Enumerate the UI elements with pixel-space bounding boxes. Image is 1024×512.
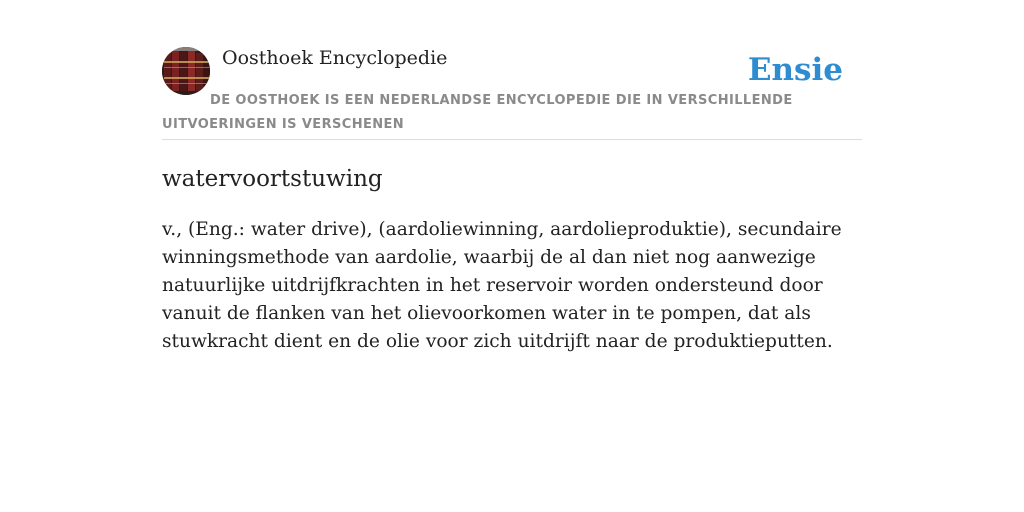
site-tagline: DE OOSTHOEK IS EEN NEDERLANDSE ENCYCLOPEDIE DIE IN VERSCHILLENDE UITVOERINGEN IS VERSCHENEN (162, 93, 793, 132)
entry-body: v., (Eng.: water drive), (aardoliewinning, aardolieproduktie), secundaire winningsmethode van aardolie, waarbij de al dan niet nog aanwezige natuurlijke uitdrijfkrachten in het reservoir worden ondersteund door vanuit de flanken van het olievoorkomen water in te pompen, dat als stuwkracht dient en de olie voor zich uitdrijft naar de produktieputten. (162, 219, 842, 352)
site-header (162, 45, 862, 140)
encyclopedia-books-icon[interactable] (162, 47, 210, 95)
page-container (162, 45, 862, 352)
site-title-link[interactable]: Oosthoek Encyclopedie (222, 47, 448, 69)
brand-logo-link[interactable]: Ensie (747, 52, 843, 88)
entry-title: watervoortstuwing (162, 166, 383, 192)
